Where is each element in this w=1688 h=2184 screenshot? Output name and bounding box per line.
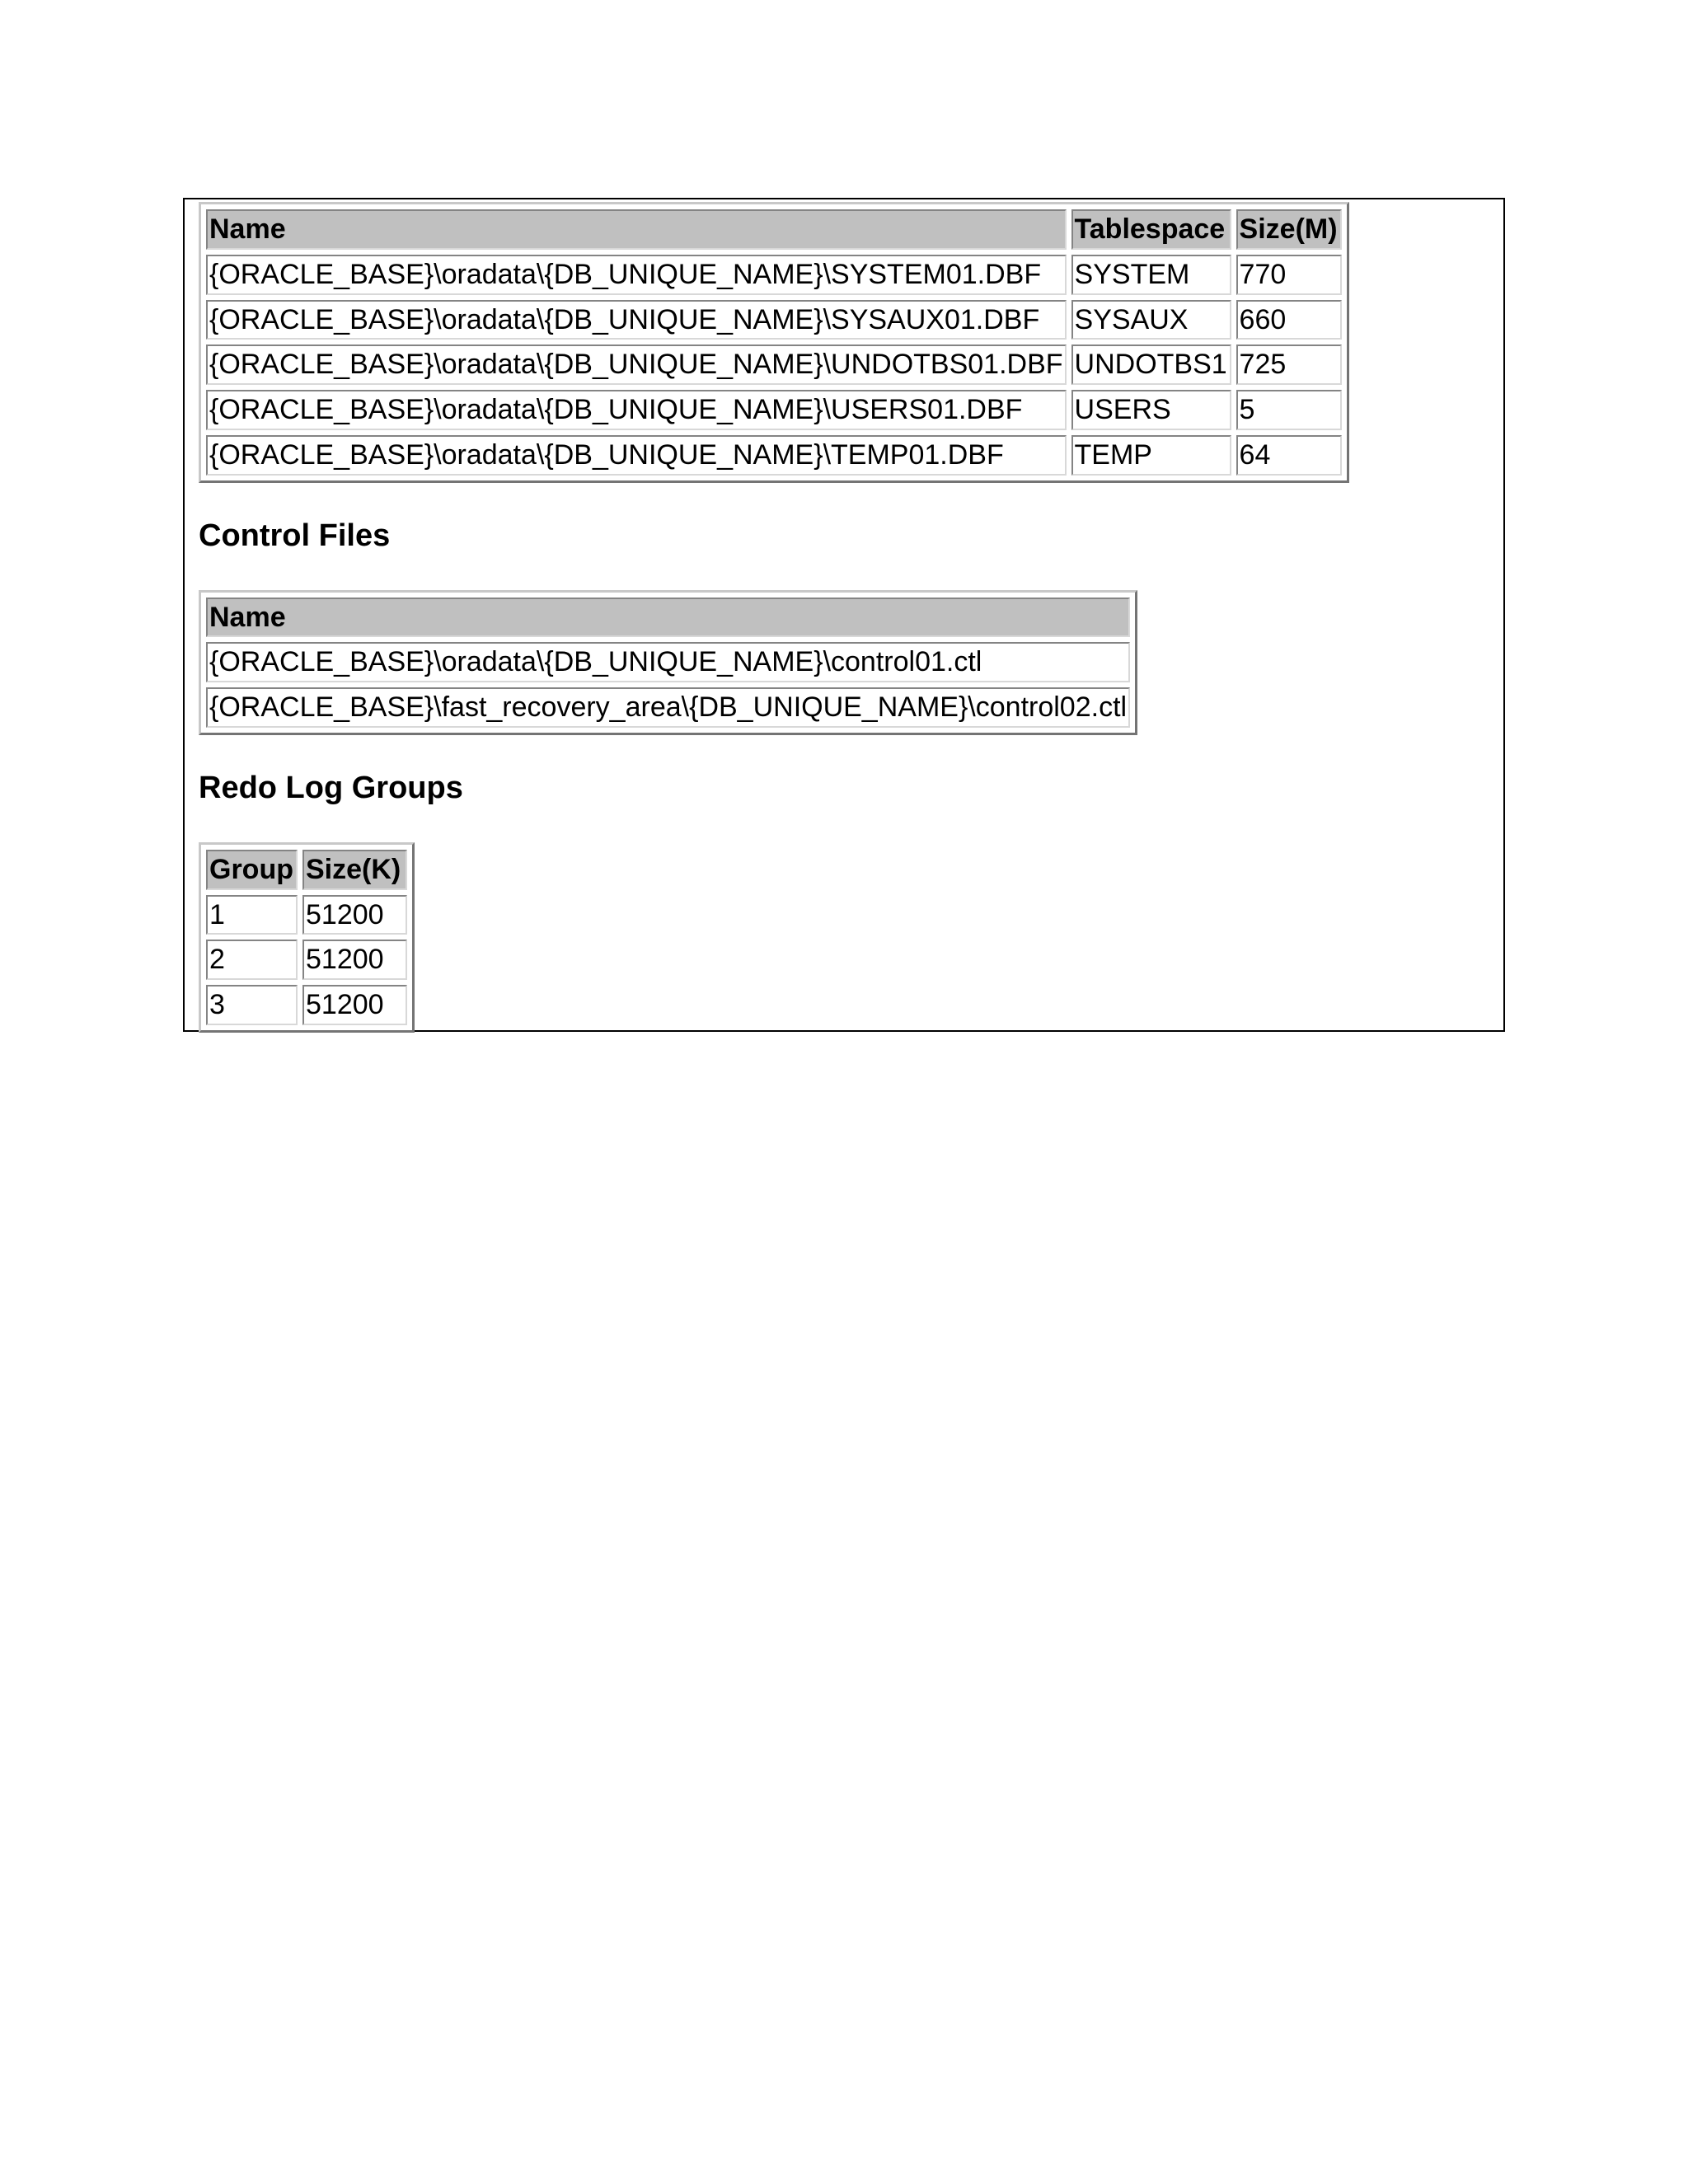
column-header-size: Size(M) [1236, 209, 1342, 250]
datafile-tablespace: UNDOTBS1 [1071, 344, 1231, 385]
datafile-size: 64 [1236, 435, 1342, 476]
datafile-size: 725 [1236, 344, 1342, 385]
table-row [206, 940, 407, 980]
table-header-row [206, 850, 407, 890]
column-header-name: Name [206, 598, 1130, 638]
column-header-group: Group [206, 850, 298, 890]
control-files-table [199, 590, 1137, 735]
table-row [206, 255, 1342, 295]
datafile-tablespace: USERS [1071, 390, 1231, 430]
redo-group-size: 51200 [302, 985, 407, 1025]
table-row [206, 300, 1342, 340]
control-file-name: {ORACLE_BASE}\fast_recovery_area\{DB_UNIQUE_NAME}\control02.ctl [206, 687, 1130, 728]
datafiles-table [199, 202, 1349, 483]
redo-group-number: 3 [206, 985, 298, 1025]
redo-group-number: 1 [206, 895, 298, 935]
control-files-heading: Control Files [199, 518, 391, 553]
table-header-row [206, 598, 1130, 638]
column-header-tablespace: Tablespace [1071, 209, 1231, 250]
datafile-name: {ORACLE_BASE}\oradata\{DB_UNIQUE_NAME}\SYSAUX01.DBF [206, 300, 1067, 340]
redo-group-size: 51200 [302, 940, 407, 980]
datafile-name: {ORACLE_BASE}\oradata\{DB_UNIQUE_NAME}\USERS01.DBF [206, 390, 1067, 430]
table-row [206, 895, 407, 935]
datafile-size: 770 [1236, 255, 1342, 295]
datafile-size: 5 [1236, 390, 1342, 430]
column-header-size: Size(K) [302, 850, 407, 890]
redo-log-groups-table [199, 842, 415, 1033]
datafile-name: {ORACLE_BASE}\oradata\{DB_UNIQUE_NAME}\UNDOTBS01.DBF [206, 344, 1067, 385]
datafile-name: {ORACLE_BASE}\oradata\{DB_UNIQUE_NAME}\TEMP01.DBF [206, 435, 1067, 476]
table-row [206, 390, 1342, 430]
table-row [206, 344, 1342, 385]
control-file-name: {ORACLE_BASE}\oradata\{DB_UNIQUE_NAME}\control01.ctl [206, 642, 1130, 682]
table-row [206, 687, 1130, 728]
datafile-tablespace: SYSTEM [1071, 255, 1231, 295]
redo-group-number: 2 [206, 940, 298, 980]
table-row [206, 985, 407, 1025]
redo-group-size: 51200 [302, 895, 407, 935]
datafile-size: 660 [1236, 300, 1342, 340]
table-row [206, 642, 1130, 682]
datafile-tablespace: SYSAUX [1071, 300, 1231, 340]
redo-log-groups-heading: Redo Log Groups [199, 770, 463, 805]
table-row [206, 435, 1342, 476]
datafile-tablespace: TEMP [1071, 435, 1231, 476]
content-frame [183, 198, 1505, 1032]
column-header-name: Name [206, 209, 1067, 250]
table-header-row [206, 209, 1342, 250]
datafile-name: {ORACLE_BASE}\oradata\{DB_UNIQUE_NAME}\SYSTEM01.DBF [206, 255, 1067, 295]
